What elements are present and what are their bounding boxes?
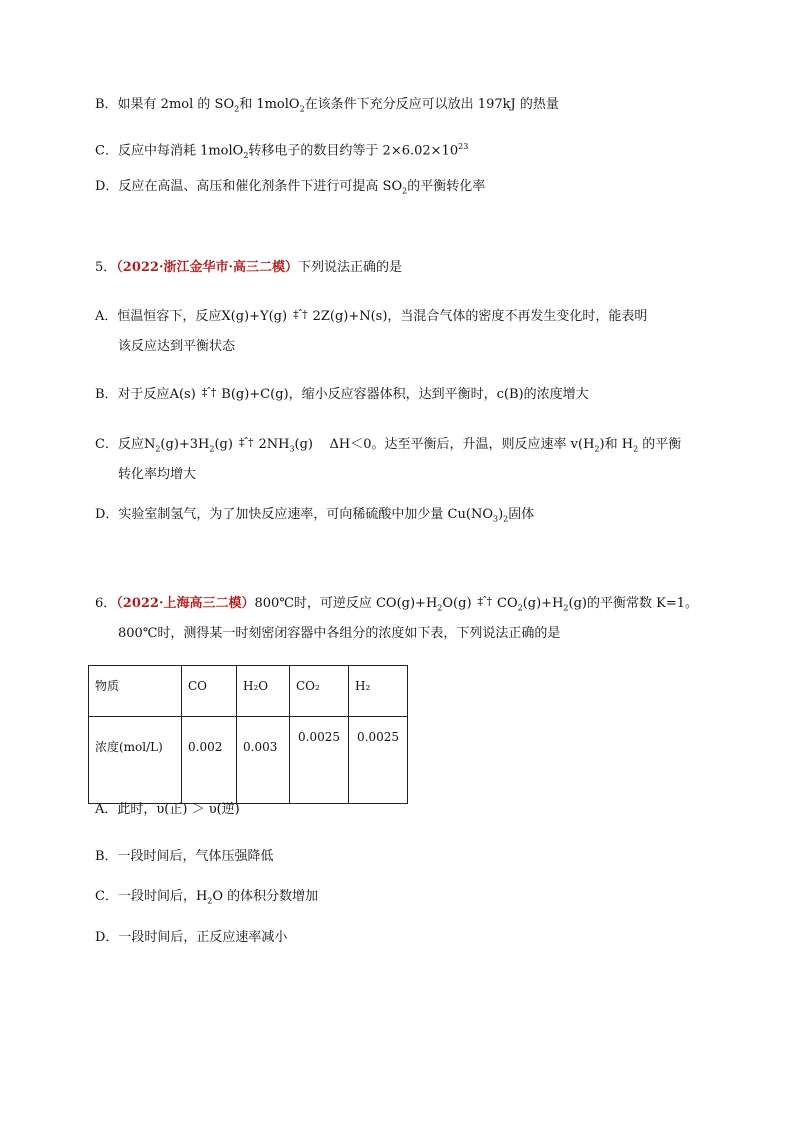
table-cell: 0.0025 [290, 717, 349, 804]
table-row [89, 717, 408, 804]
table-header-cell: H₂ [349, 666, 408, 717]
q6-option-b: B．一段时间后，气体压强降低 [95, 849, 274, 864]
table-cell: 0.002 [182, 717, 237, 804]
equilibrium-arrow-icon: ‡ˆ† [201, 386, 216, 399]
q4-option-c: C．反应中每消耗 1molO$_2$转移电子的数目约等于 $2\times 6.02\times 10^{23}$ [95, 142, 469, 160]
q6-option-d: D．一段时间后，正反应速率减小 [95, 930, 288, 945]
q6-stem: 6．（2022·上海高三二模）800℃时，可逆反应 $CO(g)+H_2O(g)$ ‡ˆ† $CO_2(g)+H_2(g)$的平衡常数 K=1。 [95, 592, 698, 619]
concentration-table [88, 665, 408, 804]
table-cell: 0.003 [237, 717, 290, 804]
q4-option-d: D．反应在高温、高压和催化剂条件下进行可提高 $SO_2$的平衡转化率 [95, 179, 486, 196]
equilibrium-arrow-icon: ‡ˆ† [293, 308, 307, 321]
table-header-cell: H₂O [237, 666, 290, 717]
table-header-cell: CO [182, 666, 237, 717]
q5-option-c-cont: 转化率均增大 [118, 467, 197, 482]
table-row-label: 浓度(mol/L) [89, 717, 182, 804]
q5-option-a: A．恒温恒容下，反应X(g)+Y(g) ‡ˆ† 2Z(g)+N(s)，当混合气体的密度不再发生变化时，能表明 [95, 305, 647, 327]
table-header-cell: 物质 [89, 666, 182, 717]
table-header-row [89, 666, 408, 717]
q5-stem: 5．（2022·浙江金华市·高三二模）下列说法正确的是 [95, 260, 403, 275]
q6-source: （2022·上海高三二模） [116, 596, 255, 611]
q5-option-c: C．反应$N_2(g)+3H_2(g)$ ‡ˆ† $2NH_3(g)$ ΔH＜0。达至平衡后，升温，则反应速率 $v(H_2)$和 $H_2$ 的平衡 [95, 433, 681, 460]
q5-source: （2022·浙江金华市·高三二模） [116, 260, 299, 275]
q5-option-d: D．实验室制氢气，为了加快反应速率，可向稀硫酸中加少量 $Cu(NO_3)_2$固体 [95, 507, 535, 524]
equilibrium-arrow-icon: ‡ˆ† [477, 595, 492, 608]
table-header-cell: CO₂ [290, 666, 349, 717]
q6-option-a: A．此时，υ(正) ＞ υ(逆) [95, 802, 240, 817]
q6-stem-cont: 800℃时，测得某一时刻密闭容器中各组分的浓度如下表，下列说法正确的是 [118, 626, 561, 641]
table-cell: 0.0025 [349, 717, 408, 804]
equilibrium-arrow-icon: ‡ˆ† [238, 436, 253, 449]
q5-option-b: B．对于反应A(s) ‡ˆ† B(g)+C(g)，缩小反应容器体积，达到平衡时，c(B)的浓度增大 [95, 383, 589, 405]
q4-option-b: B．如果有 2mol 的 $SO_2$和 1molO$_2$在该条件下充分反应可以放出 197kJ 的热量 [95, 97, 559, 114]
q5-option-a-cont: 该反应达到平衡状态 [118, 339, 236, 354]
q6-option-c: C．一段时间后，$H_2O$ 的体积分数增加 [95, 889, 319, 906]
